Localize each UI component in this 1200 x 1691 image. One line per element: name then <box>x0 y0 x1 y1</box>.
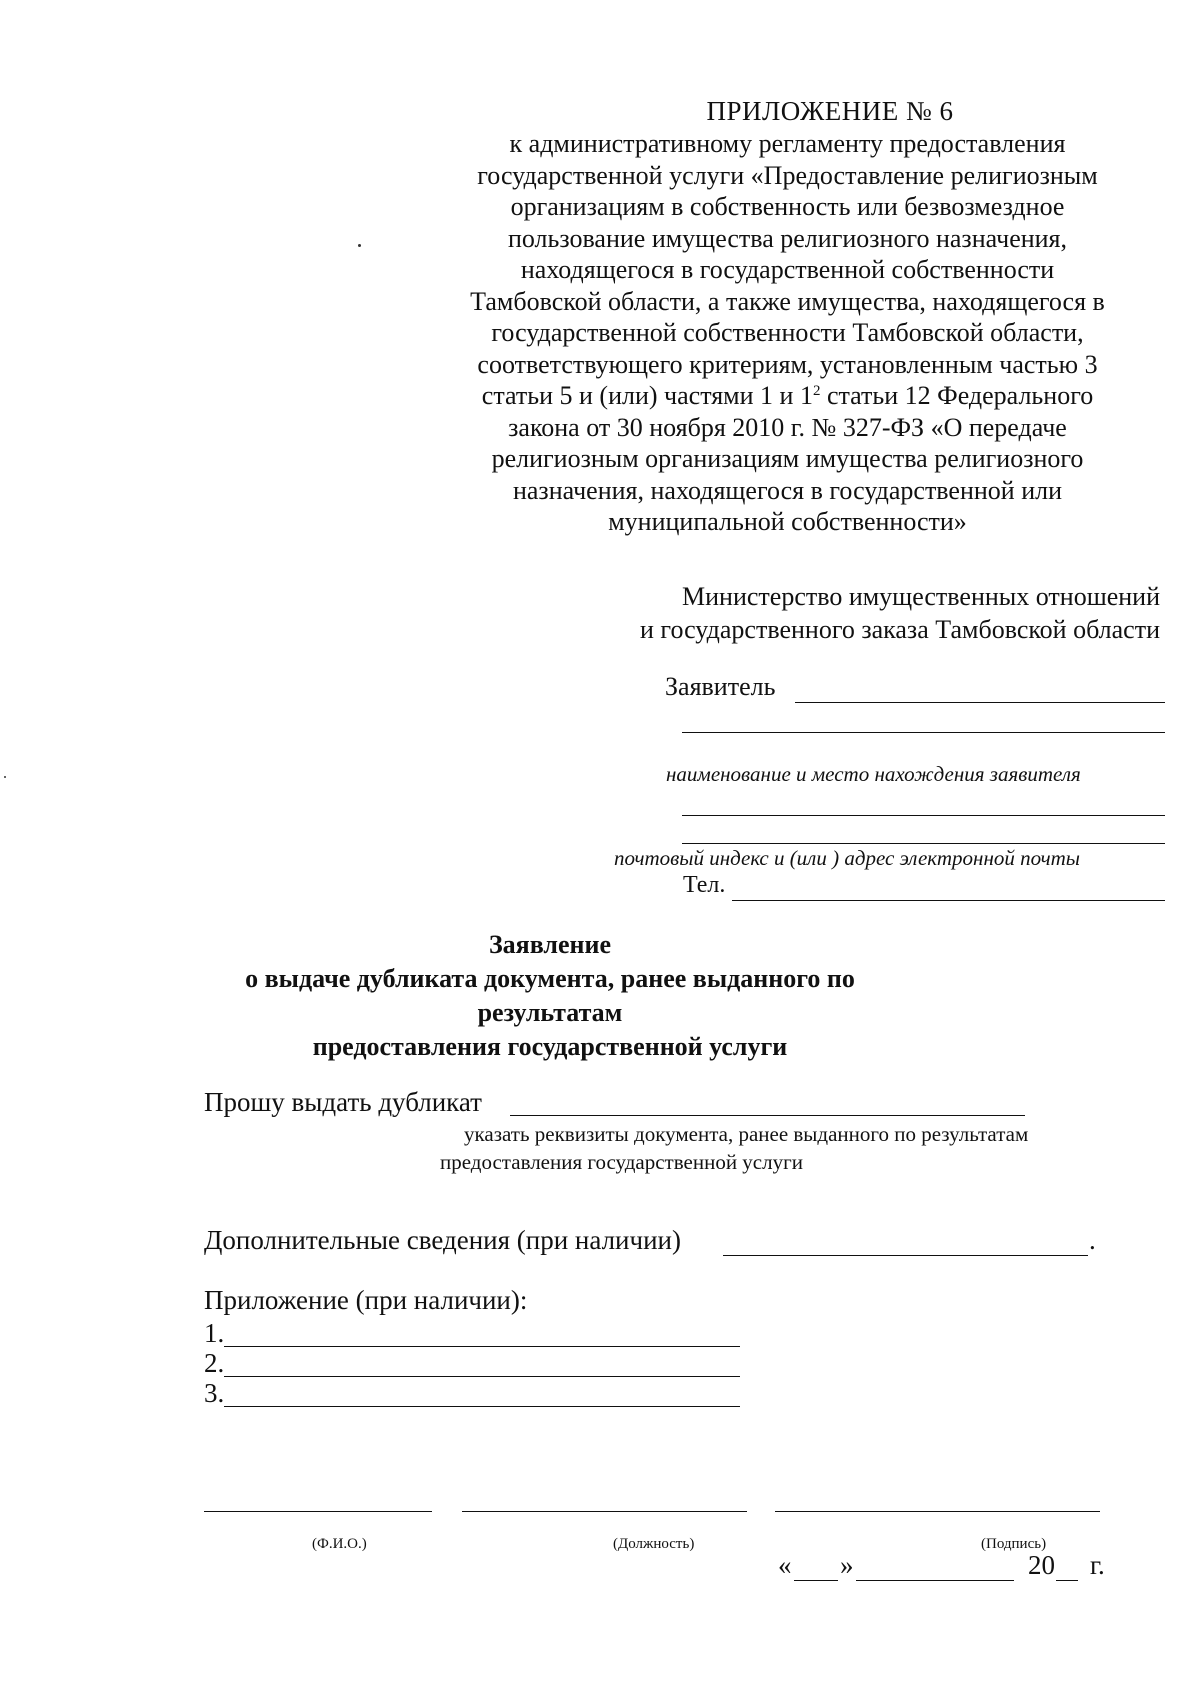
date-open-quote: « <box>778 1550 792 1580</box>
scan-dot <box>358 244 361 247</box>
appendix-line-part: статьи 12 Федерального <box>820 381 1094 410</box>
attachment-field-3[interactable] <box>224 1406 740 1407</box>
appendix-line: к административному регламенту предоставления <box>509 129 1066 158</box>
date-close-quote: » <box>840 1550 854 1580</box>
ministry-line: Министерство имущественных отношений <box>682 582 1160 611</box>
duplicate-details-field[interactable] <box>510 1115 1025 1116</box>
fio-field[interactable] <box>204 1511 432 1512</box>
appendix-line: закона от 30 ноября 2010 г. № 327-ФЗ «О передаче <box>508 412 1067 442</box>
statement-title-block <box>200 928 900 1064</box>
attachment-field-2[interactable] <box>224 1376 740 1377</box>
tel-label: Тел. <box>683 872 726 898</box>
appendix-line: государственной собственности Тамбовской области, <box>491 318 1084 347</box>
request-hint-line: указать реквизиты документа, ранее выданного по результатам <box>464 1122 1029 1146</box>
position-field[interactable] <box>462 1511 747 1512</box>
statement-subtitle: о выдаче дубликата документа, ранее выданного по результатам <box>245 964 855 1027</box>
date-day-field[interactable] <box>794 1580 838 1581</box>
extra-info-period: . <box>1089 1225 1096 1255</box>
tel-field[interactable] <box>732 900 1165 901</box>
date-year-field[interactable] <box>1056 1580 1078 1581</box>
appendix-line <box>430 380 1145 412</box>
date-year-prefix: 20 <box>1028 1550 1055 1580</box>
applicant-name-field[interactable] <box>795 702 1165 703</box>
date-month-field[interactable] <box>856 1580 1014 1581</box>
ministry-line: и государственного заказа Тамбовской области <box>640 615 1160 644</box>
applicant-name-field-2[interactable] <box>682 732 1165 733</box>
appendix-line: организациям в собственность или безвозмездное <box>510 192 1065 221</box>
appendix-title: ПРИЛОЖЕНИЕ № 6 <box>706 96 954 126</box>
appendix-line: муниципальной собственности» <box>608 507 967 536</box>
applicant-label: Заявитель <box>665 672 776 701</box>
appendix-line: религиозным организациям имущества религиозного <box>491 444 1084 473</box>
statement-subtitle: предоставления государственной услуги <box>312 1032 788 1061</box>
superscript: 2 <box>812 383 821 399</box>
position-caption: (Должность) <box>613 1536 695 1552</box>
ministry-addressee <box>520 580 1160 646</box>
appendix-line: назначения, находящегося в государственной или <box>512 475 1063 505</box>
appendix-line: Тамбовской области, а также имущества, находящегося в <box>470 286 1105 316</box>
scan-dot <box>4 776 6 778</box>
attachment-field-1[interactable] <box>224 1346 740 1347</box>
appendix-line: государственной услуги «Предоставление религиозным <box>477 160 1098 190</box>
extra-info-field[interactable] <box>723 1255 1088 1256</box>
appendix-line: соответствующего критериям, установленным частью 3 <box>477 349 1098 379</box>
appendix-line: пользование имущества религиозного назначения, <box>507 223 1068 253</box>
applicant-address-hint: почтовый индекс и (или ) адрес электронной почты <box>614 846 1080 870</box>
date-year-suffix: г. <box>1090 1550 1105 1580</box>
signature-field[interactable] <box>775 1511 1100 1512</box>
request-label: Прошу выдать дубликат <box>204 1087 482 1117</box>
applicant-name-hint: наименование и место нахождения заявителя <box>666 762 1081 786</box>
signature-caption: (Подпись) <box>981 1536 1047 1552</box>
applicant-address-field-2[interactable] <box>682 843 1165 844</box>
applicant-address-field[interactable] <box>682 815 1165 816</box>
fio-caption: (Ф.И.О.) <box>312 1536 367 1552</box>
request-hint <box>440 1120 1140 1176</box>
appendix-line: находящегося в государственной собственности <box>520 255 1055 284</box>
attachment-number: 1. <box>204 1318 225 1348</box>
request-hint-line: предоставления государственной услуги <box>440 1150 803 1174</box>
attachment-number: 3. <box>204 1378 225 1408</box>
extra-info-label: Дополнительные сведения (при наличии) <box>204 1225 681 1255</box>
appendix-description <box>430 128 1145 538</box>
attachment-number: 2. <box>204 1348 225 1378</box>
appendix-line-part: статьи 5 и (или) частями 1 и 1 <box>481 381 813 410</box>
attachments-label: Приложение (при наличии): <box>204 1285 528 1315</box>
statement-title: Заявление <box>488 930 612 959</box>
